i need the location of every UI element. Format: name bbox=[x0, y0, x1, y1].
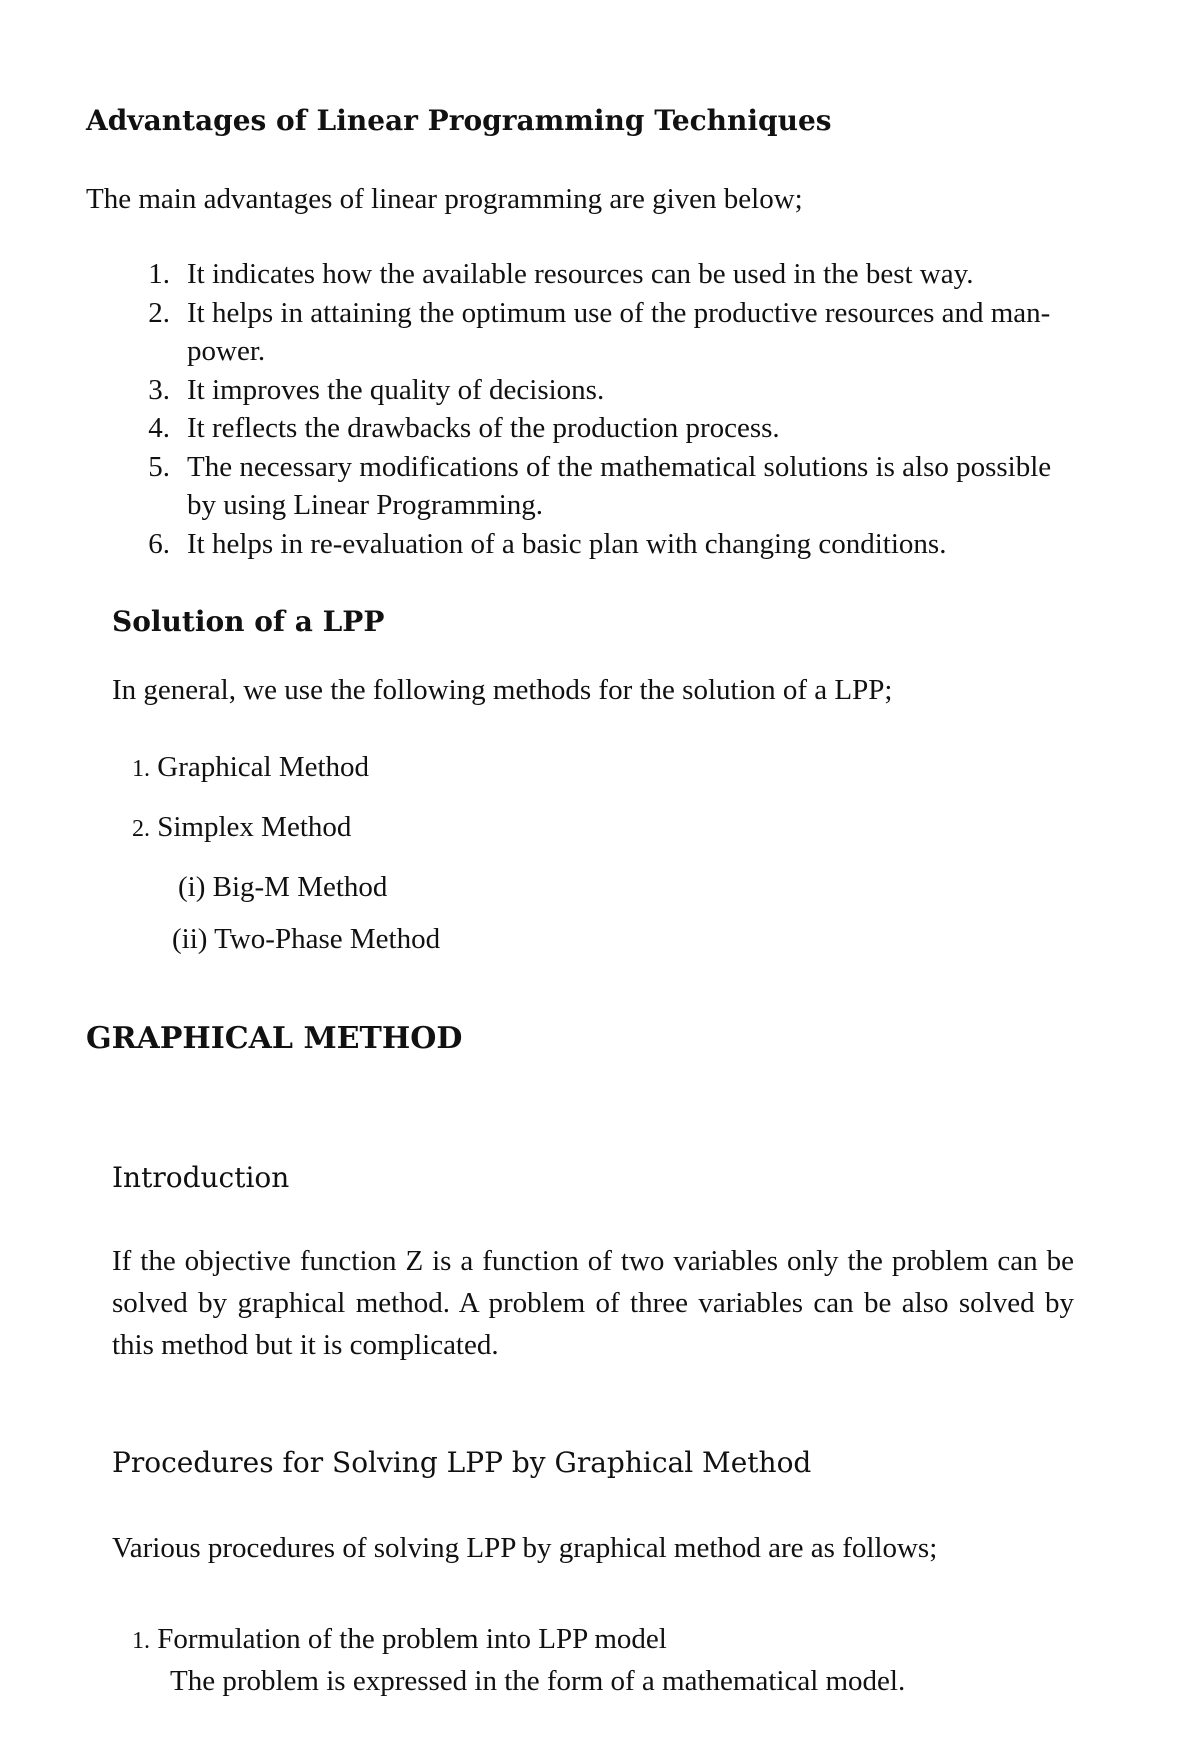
method-text: Simplex Method bbox=[157, 811, 352, 843]
method-text: Graphical Method bbox=[157, 751, 370, 783]
method-number: 2. bbox=[132, 816, 150, 842]
list-item bbox=[130, 371, 1120, 410]
list-item bbox=[130, 255, 1120, 294]
graphical-method-heading: GRAPHICAL METHOD bbox=[86, 1021, 463, 1056]
list-item-number: 3. bbox=[148, 373, 170, 406]
list-item bbox=[130, 448, 1120, 525]
list-item-text: It reflects the drawbacks of the production process. bbox=[187, 412, 780, 444]
submethod-item bbox=[172, 920, 440, 958]
list-item-text: It helps in re-evaluation of a basic plan with changing conditions. bbox=[187, 527, 947, 560]
submethod-number: (ii) bbox=[172, 923, 208, 955]
list-item-number: 6. bbox=[148, 527, 170, 560]
list-item-number: 4. bbox=[148, 412, 170, 444]
list-item-text: The necessary modifications of the mathematical solutions is also possible by using Linear Programming. bbox=[187, 450, 1052, 521]
list-item-text: It improves the quality of decisions. bbox=[187, 373, 605, 406]
list-item bbox=[130, 525, 1120, 564]
advantages-intro: The main advantages of linear programming are given below; bbox=[86, 183, 803, 215]
list-item-number: 5. bbox=[148, 450, 170, 483]
list-item-number: 1. bbox=[148, 258, 170, 290]
procedures-intro: Various procedures of solving LPP by graphical method are as follows; bbox=[112, 1532, 938, 1564]
method-item bbox=[132, 748, 369, 788]
submethod-text: Two-Phase Method bbox=[214, 923, 441, 955]
procedures-heading: Procedures for Solving LPP by Graphical Method bbox=[112, 1446, 812, 1479]
list-item bbox=[130, 294, 1120, 371]
list-item-number: 2. bbox=[148, 296, 170, 329]
introduction-paragraph: If the objective function Z is a function of two variables only the problem can be solved by graphical method. A problem of three variables can be also solved by this method but it is complicated. bbox=[112, 1245, 1074, 1361]
introduction-heading: Introduction bbox=[112, 1161, 290, 1194]
procedure-step bbox=[132, 1620, 667, 1660]
step-description: The problem is expressed in the form of a mathematical model. bbox=[170, 1665, 906, 1697]
step-title: Formulation of the problem into LPP model bbox=[157, 1623, 667, 1655]
submethod-item bbox=[178, 868, 387, 906]
advantages-heading: Advantages of Linear Programming Techniques bbox=[86, 104, 832, 137]
method-item bbox=[132, 808, 351, 848]
step-number: 1. bbox=[132, 1628, 150, 1654]
submethod-text: Big-M Method bbox=[212, 871, 388, 903]
solution-heading: Solution of a LPP bbox=[112, 605, 385, 638]
solution-intro: In general, we use the following methods for the solution of a LPP; bbox=[112, 674, 893, 706]
method-number: 1. bbox=[132, 756, 150, 782]
list-item-text: It helps in attaining the optimum use of the productive resources and man- power. bbox=[187, 296, 1051, 367]
list-item-text: It indicates how the available resources can be used in the best way. bbox=[187, 258, 974, 290]
advantages-list bbox=[130, 255, 1120, 563]
list-item bbox=[130, 409, 1120, 448]
submethod-number: (i) bbox=[178, 871, 206, 903]
